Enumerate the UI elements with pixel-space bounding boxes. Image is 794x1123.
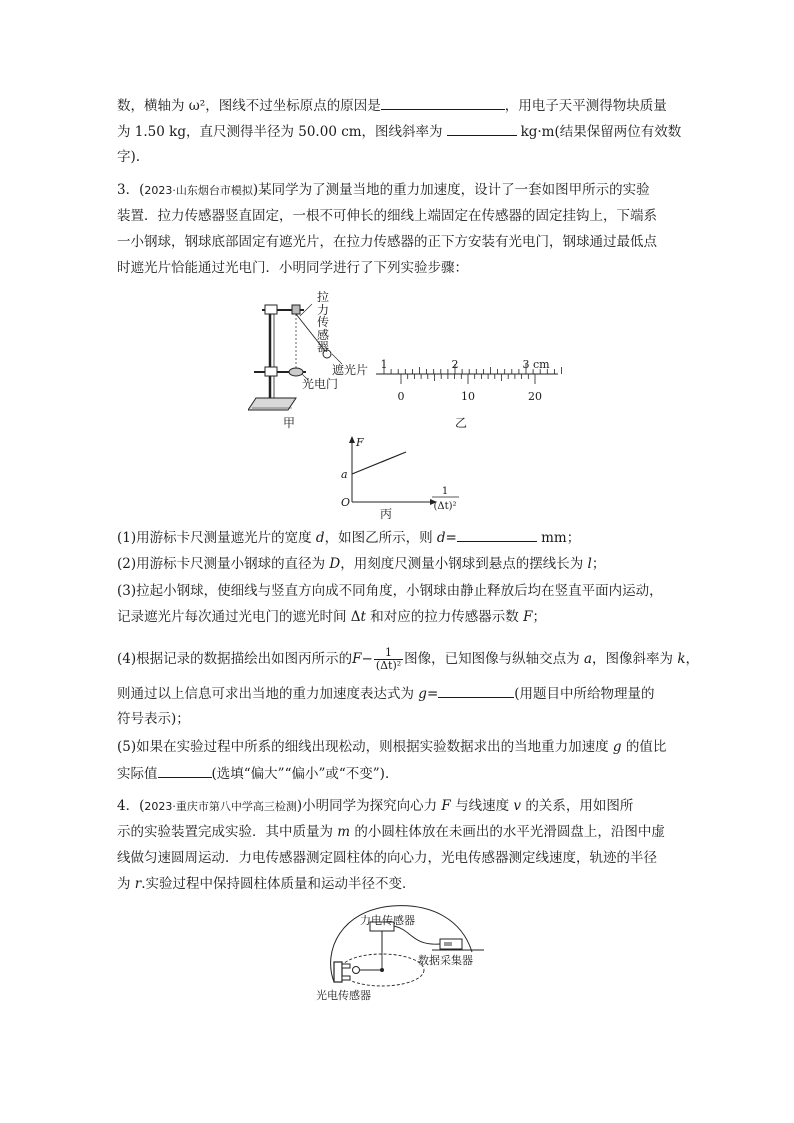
photo-sensor-label: 光电传感器 xyxy=(316,989,371,1002)
data-collector-label: 数据采集器 xyxy=(418,954,473,967)
symbol: m xyxy=(337,824,351,840)
vernier-scale xyxy=(401,374,535,384)
q3-step-3b xyxy=(117,607,546,627)
step-text: 图像，已知图像与纵轴交点为 xyxy=(404,651,584,667)
step-text: 实际值 xyxy=(117,766,158,782)
question-number: 3．( xyxy=(117,182,145,198)
q3-step-3a xyxy=(117,581,663,601)
step-text: (5)如果在实验过程中所系的细线出现松动，则根据实验数据求出的当地重力加速度 xyxy=(117,739,613,755)
y-axis-label: F xyxy=(356,436,364,449)
fraction-numerator: 1 xyxy=(374,647,403,660)
q3-step-4c xyxy=(117,709,190,729)
step-text: (选填“偏大”“偏小”或“不变”)． xyxy=(211,766,399,782)
q3-step-1 xyxy=(117,527,580,548)
figure-caption-c: 丙 xyxy=(380,507,393,521)
q3-line-4 xyxy=(117,258,468,278)
q3-line-1 xyxy=(117,180,650,201)
step-text: ，如图乙所示，则 xyxy=(324,530,437,546)
question-text: 的小圆柱体放在未画出的水平光滑圆盘上，沿图中虚 xyxy=(350,824,665,840)
fraction-denominator: (Δt)² xyxy=(375,659,402,672)
sensor-label xyxy=(316,291,330,354)
step-text: = xyxy=(445,530,457,546)
answer-blank-g[interactable] xyxy=(438,683,514,698)
intro-text: 字). xyxy=(117,149,141,165)
question-number: 4．( xyxy=(117,798,145,814)
symbol: g xyxy=(612,739,622,755)
photo-sensor-icon xyxy=(334,962,342,982)
step-text: 符号表示)； xyxy=(117,711,190,727)
clamp-icon xyxy=(265,305,277,314)
photogate-label: 光电门 xyxy=(302,377,339,391)
q4-line-3 xyxy=(117,848,657,868)
vernier-label-20: 20 xyxy=(528,390,542,403)
label-char: 感 xyxy=(316,327,329,342)
answer-blank-origin-reason[interactable] xyxy=(381,95,505,110)
vernier-label-10: 10 xyxy=(461,390,475,403)
step-text: (3)拉起小钢球，使细线与竖直方向成不同角度，小钢球由静止释放后均在竖直平面内运动， xyxy=(117,583,663,599)
intro-line-3 xyxy=(117,147,140,167)
sensor-cable xyxy=(394,926,440,944)
q3-line-3 xyxy=(117,232,657,252)
symbol: D xyxy=(329,556,341,572)
step-text: mm； xyxy=(536,530,581,546)
q3-step-2 xyxy=(117,554,605,574)
main-scale-label-1: 1 xyxy=(380,358,388,371)
q4-line-2 xyxy=(117,822,665,842)
figure-graph xyxy=(334,434,464,514)
intro-text: ，用电子天平测得物块质量 xyxy=(504,98,667,114)
x-label-denominator: (Δt)² xyxy=(433,501,457,512)
question-text: )某同学为了测量当地的重力加速度，设计了一套如图甲所示的实验 xyxy=(252,182,650,198)
step-text: − xyxy=(361,651,373,667)
label-char: 传 xyxy=(316,315,329,329)
symbol: d xyxy=(315,530,325,546)
question-text: 线做匀速圆周运动．力电传感器测定圆柱体的向心力，光电传感器测定线速度，轨迹的半径 xyxy=(117,850,657,866)
symbol: k xyxy=(677,651,686,667)
question-text: 一小钢球，钢球底部固定有遮光片，在拉力传感器的正下方安装有光电门，钢球通过最低点 xyxy=(117,234,657,250)
step-text: = xyxy=(426,686,439,702)
question-text: )小明同学为探究向心力 xyxy=(296,798,442,814)
label-char: 拉 xyxy=(316,290,329,304)
photogate-icon xyxy=(289,368,303,376)
question-text: 示的实验装置完成实验．其中质量为 xyxy=(117,824,338,840)
inline-fraction xyxy=(374,647,403,672)
label-char: 器 xyxy=(316,340,329,354)
step-text: ； xyxy=(591,556,606,572)
q4-line-1 xyxy=(117,796,633,817)
force-sensor-icon xyxy=(292,305,300,314)
figure-caption-b: 乙 xyxy=(455,416,468,430)
symbol: v xyxy=(513,798,522,814)
label-char: 力 xyxy=(316,302,329,317)
intercept-label: a xyxy=(341,468,348,481)
answer-blank-error[interactable] xyxy=(158,763,212,778)
question-text: 装置．拉力传感器竖直固定，一根不可伸长的细线上端固定在传感器的固定挂钩上，下端系 xyxy=(117,208,657,224)
x-label-numerator: 1 xyxy=(441,486,449,497)
symbol: d xyxy=(436,530,446,546)
symbol: r xyxy=(134,876,142,892)
intro-text: kg·m(结果保留两位有效数 xyxy=(520,124,682,140)
q3-step-4a xyxy=(117,644,699,674)
figure-apparatus xyxy=(248,290,368,425)
intro-text: 为 1.50 kg，直尺测得半径为 50.00 cm，图线斜率为 xyxy=(117,124,443,140)
step-text: ，图像斜率为 xyxy=(592,651,678,667)
question-text: 的关系，用如图所 xyxy=(521,798,634,814)
vernier-label-0: 0 xyxy=(397,390,405,403)
main-scale-label-2: 2 xyxy=(451,358,459,371)
step-text: 则通过以上信息可求出当地的重力加速度表达式为 xyxy=(117,686,419,702)
symbol: F xyxy=(523,609,533,625)
q3-step-4b xyxy=(117,683,655,704)
step-text: (4)根据记录的数据描绘出如图丙所示的 xyxy=(117,651,353,667)
main-scale-label-3: 3 cm xyxy=(522,358,550,371)
step-text: 的值比 xyxy=(621,739,667,755)
question-source: 2023·山东烟台市模拟 xyxy=(144,184,253,197)
symbol: l xyxy=(587,556,592,572)
step-text: 记录遮光片每次通过光电门的遮光时间 Δ xyxy=(117,609,361,625)
question-text: 为 xyxy=(117,876,135,892)
answer-blank-d[interactable] xyxy=(457,527,537,542)
shade-label: 遮光片 xyxy=(332,363,369,377)
y-axis-arrow-icon xyxy=(349,436,355,443)
symbol: t xyxy=(360,609,366,625)
symbol: F xyxy=(441,798,451,814)
force-sensor-label: 力电传感器 xyxy=(360,914,415,927)
symbol: g xyxy=(418,686,427,702)
step-text: ； xyxy=(532,609,546,625)
intro-line-2 xyxy=(117,121,681,142)
q3-step-5a xyxy=(117,737,666,757)
answer-blank-slope[interactable] xyxy=(447,121,517,136)
step-text: (1)用游标卡尺测量遮光片的宽度 xyxy=(117,530,316,546)
step-text: ，用刻度尺测量小钢球到悬点的摆线长为 xyxy=(340,556,588,572)
q4-line-4 xyxy=(117,874,416,894)
cylinder-icon xyxy=(353,967,360,974)
intro-line-1 xyxy=(117,95,667,116)
question-text: 与线速度 xyxy=(450,798,514,814)
q3-step-5b xyxy=(117,763,398,784)
step-text: (2)用游标卡尺测量小钢球的直径为 xyxy=(117,556,330,572)
origin-label: O xyxy=(341,496,351,509)
step-text: 和对应的拉力传感器示数 xyxy=(365,609,524,625)
intro-text: 数，横轴为 ω²，图线不过坐标原点的原因是 xyxy=(117,98,381,114)
question-text: .实验过程中保持圆柱体质量和运动半径不变． xyxy=(141,876,416,892)
q3-line-2 xyxy=(117,206,657,226)
graph-line xyxy=(352,452,406,474)
symbol: F xyxy=(352,651,362,667)
figure-vernier xyxy=(372,352,562,408)
figure-caption-a: 甲 xyxy=(283,416,296,430)
step-text: (用题目中所给物理量的 xyxy=(514,686,655,702)
symbol: a xyxy=(583,651,593,667)
question-text: 时遮光片恰能通过光电门．小明同学进行了下列实验步骤： xyxy=(117,260,468,276)
step-text: ， xyxy=(685,651,700,667)
question-source: 2023·重庆市第八中学高三检测 xyxy=(144,800,297,813)
